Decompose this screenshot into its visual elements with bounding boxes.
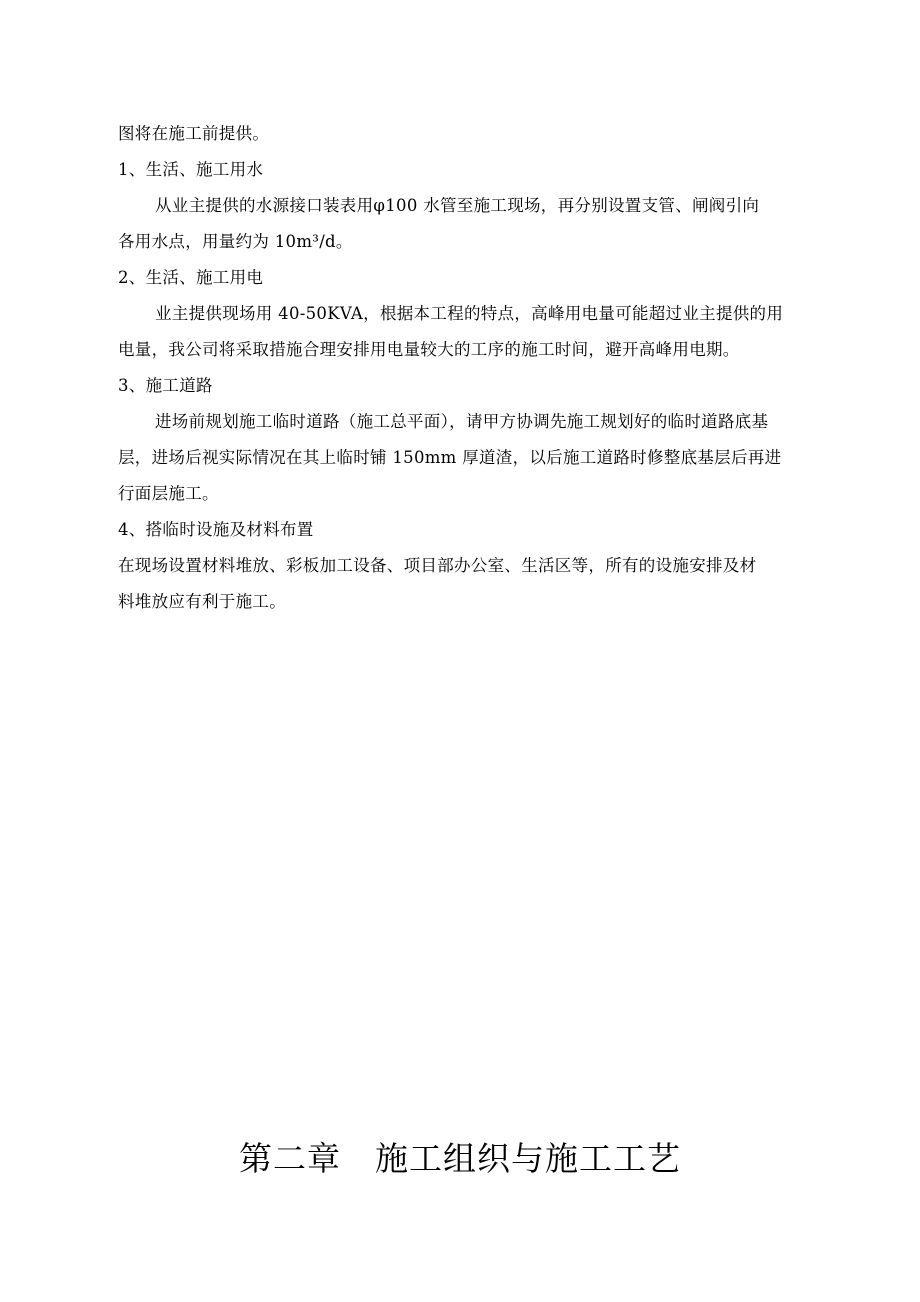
- chapter-title: 第二章 施工组织与施工工艺: [239, 1139, 681, 1178]
- paragraph-road-line-2: 层，进场后视实际情况在其上临时铺 150mm 厚道渣，以后施工道路时修整底基层后再进: [118, 448, 782, 467]
- section-heading-road: 3、施工道路: [118, 376, 213, 395]
- paragraph-electricity-line-1: 业主提供现场用 40-50KVA，根据本工程的特点，高峰用电量可能超过业主提供的用: [155, 304, 784, 323]
- section-heading-electricity: 2、生活、施工用电: [118, 268, 264, 287]
- paragraph-facilities-line-1: 在现场设置材料堆放、彩板加工设备、项目部办公室、生活区等，所有的设施安排及材: [118, 556, 757, 575]
- paragraph-road-line-1: 进场前规划施工临时道路（施工总平面），请甲方协调先施工规划好的临时道路底基: [155, 412, 769, 431]
- paragraph-facilities-line-2: 料堆放应有利于施工。: [118, 592, 286, 611]
- paragraph-water-line-2: 各用水点，用量约为 10m³/d。: [118, 232, 353, 251]
- paragraph-electricity-line-2: 电量，我公司将采取措施合理安排用电量较大的工序的施工时间，避开高峰用电期。: [118, 340, 740, 359]
- section-heading-facilities: 4、搭临时设施及材料布置: [118, 520, 314, 539]
- section-heading-water: 1、生活、施工用水: [118, 160, 264, 179]
- document-body: [118, 116, 834, 620]
- text-line-continuation: 图将在施工前提供。: [118, 124, 270, 143]
- paragraph-water-line-1: 从业主提供的水源接口装表用φ100 水管至施工现场，再分别设置支管、闸阀引向: [155, 196, 760, 215]
- paragraph-road-line-3: 行面层施工。: [118, 484, 219, 503]
